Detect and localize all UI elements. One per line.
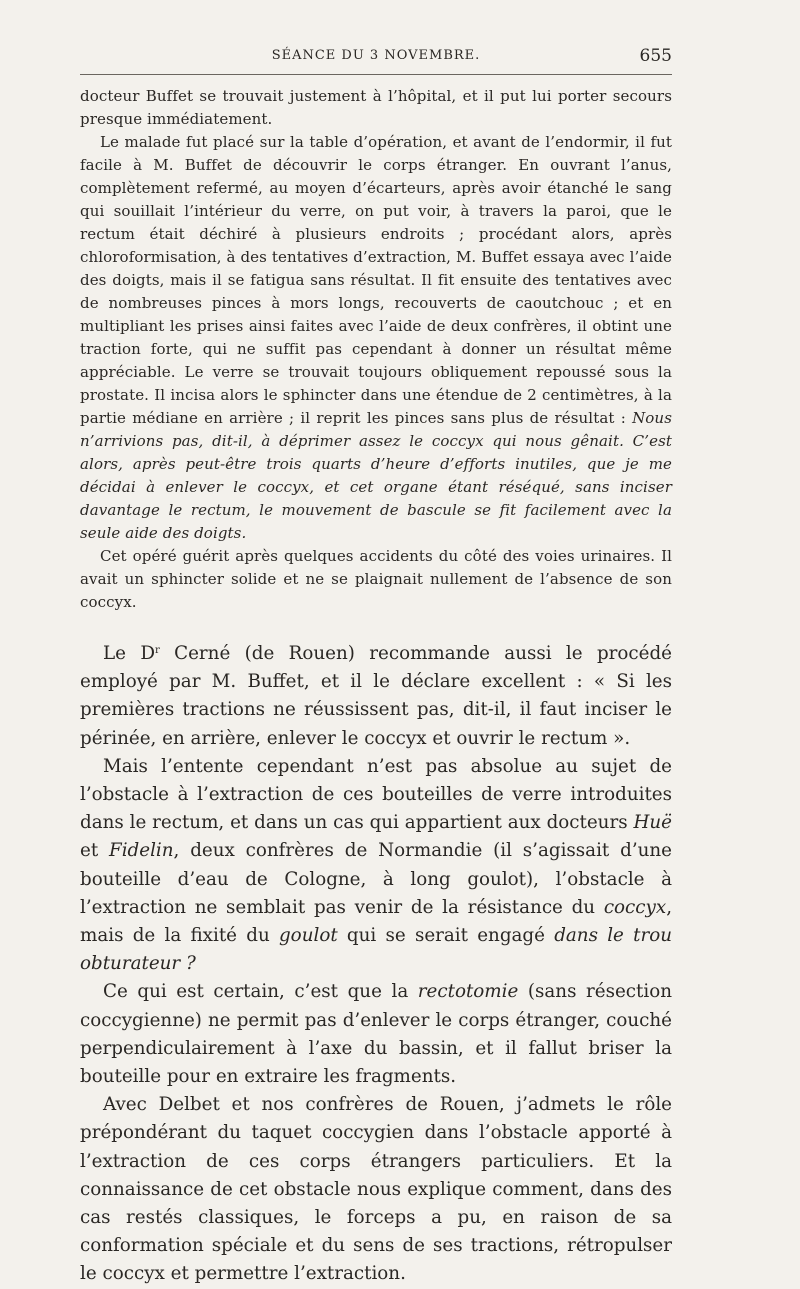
quoted-case-block bbox=[80, 85, 672, 614]
page-number: 655 bbox=[639, 46, 672, 66]
italic-term: dans le trou obturateur ? bbox=[80, 925, 672, 975]
italic-name: Huë bbox=[633, 812, 672, 834]
text-run: Mais l’entente cependant n’est pas absolue au sujet de l’obstacle à l’extraction de ces bouteilles de verre introduites dans le rectum, et dans un cas qui appartient aux docteurs bbox=[80, 755, 672, 834]
italic-name: Fidelin bbox=[109, 840, 174, 862]
text-run: , mais de la fixité du bbox=[80, 896, 672, 947]
superscript: r bbox=[154, 645, 160, 656]
italic-term: rectotomie bbox=[417, 981, 519, 1003]
italic-term: goulot bbox=[278, 925, 338, 947]
running-title: SÉANCE DU 3 NOVEMBRE. bbox=[271, 48, 481, 63]
header-rule bbox=[80, 74, 672, 75]
text-run: et bbox=[80, 840, 110, 862]
paragraph-text: Le malade fut placé sur la table d’opération, et avant de l’endormir, il fut facile à M. Buffet de découvrir le corps étranger. En ouvrant l’anus, complètement refermé, au moyen d’écarteurs, après avoir étanché le sang qui souillait l’intérieur du verre, on put voir, à travers la paroi, que le rectum était déchiré à plusieurs endroits ; procédant alors, après chloroformisation, à des tentatives d’extraction, M. Buffet essaya avec l’aide des doigts, mais il se fatigua sans résultat. Il fit ensuite des tentatives avec de nombreuses pinces à mors longs, recouverts de caoutchouc ; et en multipliant les prises ainsi faites avec l’aide de deux confrères, il obtint une traction forte, qui ne suffit pas cependant à donner un résultat même appréciable. Le verre se trouvait toujours obliquement repoussé sous la prostate. Il incisa alors le sphincter dans une étendue de 2 centimètres, à la partie médiane en arrière ; il reprit les pinces sans plus de résultat : bbox=[80, 133, 672, 427]
paragraph bbox=[80, 640, 672, 753]
text-run: Cerné (de Rouen) recommande aussi le procédé employé par M. Buffet, et il le déclare excellent : « Si les premières tractions ne réussissent pas, dit-il, il faut inciser le périnée, en arrière, enlever le coccyx et ouvrir le rectum ». bbox=[80, 643, 672, 749]
text-run: qui se serait engagé bbox=[337, 925, 555, 947]
paragraph bbox=[80, 978, 672, 1091]
paragraph: docteur Buffet se trouvait justement à l’hôpital, et il put lui porter secours presque immédiatement. bbox=[80, 87, 672, 128]
text-run: Le D bbox=[103, 643, 155, 664]
italic-term: coccyx bbox=[603, 896, 667, 918]
text-run: Ce qui est certain, c’est que la bbox=[103, 981, 418, 1003]
paragraph bbox=[80, 753, 672, 979]
text-run: , deux confrères de Normandie (il s’agissait d’une bouteille d’eau de Cologne, à long goulot), l’obstacle à l’extraction ne semblait pas venir de la résistance du bbox=[80, 840, 672, 918]
page-header bbox=[80, 44, 672, 70]
paragraph: Avec Delbet et nos confrères de Rouen, j’admets le rôle prépondérant du taquet coccygien dans l’obstacle apporté à l’extraction de ces corps étrangers particuliers. Et la connaissance de cet obstacle nous explique comment, dans des cas restés classiques, le forceps a pu, en raison de sa conformation spéciale et du sens de ses tractions, rétropulser le coccyx et permettre l’extraction. bbox=[80, 1094, 672, 1285]
text-run: (sans résection coccygienne) ne permit pas d’enlever le corps étranger, couché perpendiculairement à l’axe du bassin, et il fallut briser la bouteille pour en extraire les fragments. bbox=[80, 981, 672, 1088]
italic-quote: Nous n’arrivions pas, dit-il, à déprimer assez le coccyx qui nous gênait. C’est alors, après peut-être trois quarts d’heure d’efforts inutiles, que je me décidai à enlever le coccyx, et cet organe étant réséqué, sans inciser davantage le rectum, le mouvement de bascule se fit facilement avec la seule aide des doigts. bbox=[80, 409, 672, 542]
main-text-block bbox=[80, 640, 672, 1289]
paragraph bbox=[80, 131, 672, 545]
page bbox=[80, 44, 672, 1289]
paragraph: Cet opéré guérit après quelques accidents du côté des voies urinaires. Il avait un sphincter solide et ne se plaignait nullement de l’absence de son coccyx. bbox=[80, 547, 672, 611]
